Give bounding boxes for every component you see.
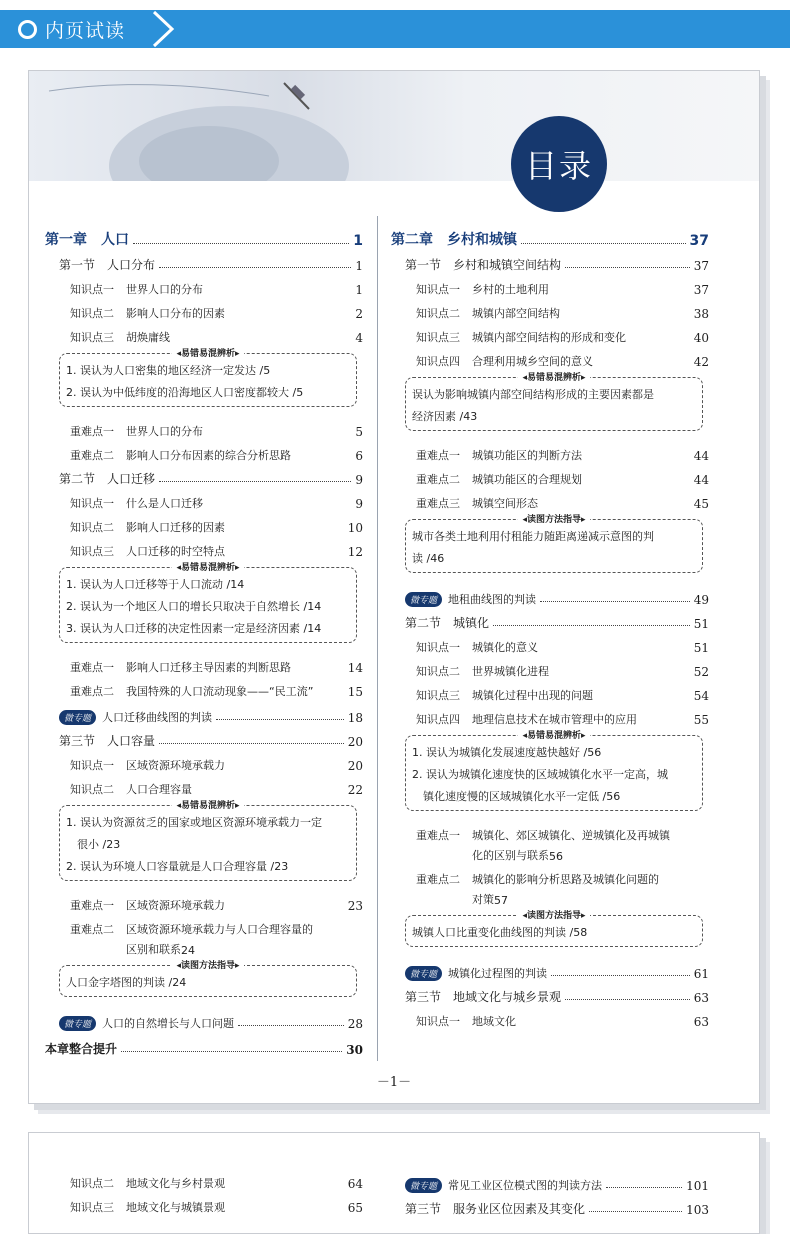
- point-entry: [45, 535, 363, 559]
- page-ref: 12: [347, 545, 363, 559]
- page-ref: 37: [693, 283, 709, 297]
- entry-title: 城镇化的意义: [472, 641, 538, 654]
- entry-label: 重难点三: [416, 497, 460, 510]
- page-number: －1－: [376, 1075, 412, 1090]
- entry-title: 影响人口分布因素的综合分析思路: [126, 449, 291, 462]
- entry-title: 区别和联系: [126, 943, 181, 956]
- point-entry: [391, 679, 709, 703]
- callout-line: 城市各类土地利用付租能力随距离递减示意图的判: [412, 530, 654, 543]
- page-ref: 30: [346, 1043, 363, 1057]
- entry-title: 第一章 人口: [45, 232, 129, 248]
- point-entry: [45, 937, 363, 957]
- entry-label: 重难点二: [70, 923, 114, 936]
- page-ref: 37: [689, 233, 709, 249]
- entry-title: 影响人口迁移主导因素的判断思路: [126, 661, 291, 674]
- callout-line: 读 /46: [412, 552, 445, 565]
- section-entry: [45, 249, 363, 273]
- entry-title: 区域资源环境承载力: [126, 759, 225, 772]
- entry-title: 地域文化: [472, 1015, 516, 1028]
- point-entry: [391, 631, 709, 655]
- callout-title-text: ◂读图方法指导▸: [518, 515, 589, 525]
- callout-title: [406, 370, 702, 383]
- callout-line: 1. 误认为城镇化发展速度越快越好 /56: [412, 746, 602, 759]
- page-ref: 40: [693, 331, 709, 345]
- callout-line: 1. 误认为人口密集的地区经济一定发达 /5: [66, 364, 271, 377]
- callout-line: 1. 误认为人口迁移等于人口流动 /14: [66, 578, 245, 591]
- entry-label: 重难点一: [416, 449, 460, 462]
- point-entry: [45, 487, 363, 511]
- entry-title: 人口迁移的时空特点: [126, 545, 225, 558]
- entry-label: 知识点二: [70, 307, 114, 320]
- entry-title: 城镇功能区的合理规划: [472, 473, 582, 486]
- dot-leader: [606, 1187, 682, 1188]
- special-topic-entry: [45, 699, 363, 725]
- next-right-column: [391, 1167, 709, 1217]
- point-entry: [45, 675, 363, 699]
- entry-title: 第一节 乡村和城镇空间结构: [405, 258, 562, 272]
- point-entry: [391, 655, 709, 679]
- entry-label: 知识点三: [416, 331, 460, 344]
- dot-leader: [121, 1051, 342, 1052]
- entry-label: 知识点二: [70, 1177, 114, 1190]
- entry-label: 知识点四: [416, 713, 460, 726]
- callout-line: 3. 误认为人口迁移的决定性因素一定是经济因素 /14: [66, 622, 322, 635]
- point-entry: [45, 321, 363, 345]
- entry-title: 城镇空间形态: [472, 497, 538, 510]
- page-ref: 9: [355, 497, 363, 511]
- point-entry: [45, 651, 363, 675]
- entry-label: 知识点一: [416, 1015, 460, 1028]
- section-entry: [45, 463, 363, 487]
- entry-title: 世界人口的分布: [126, 425, 203, 438]
- page-ref: 101: [686, 1179, 709, 1193]
- callout-title-text: ◂易错易混辨析▸: [172, 801, 243, 811]
- entry-label: 重难点一: [70, 661, 114, 674]
- entry-label: 知识点一: [416, 283, 460, 296]
- dot-leader: [159, 267, 351, 268]
- entry-label: 重难点二: [70, 449, 114, 462]
- entry-title: 第三节 人口容量: [59, 734, 156, 748]
- column-divider: [377, 216, 378, 1061]
- page-ref: 51: [693, 641, 709, 655]
- page-ref: 63: [693, 991, 709, 1005]
- dot-leader: [589, 1211, 682, 1212]
- page-ref: 44: [693, 449, 709, 463]
- special-topic-entry: [391, 955, 709, 981]
- entry-title: 什么是人口迁移: [126, 497, 203, 510]
- callout-title: [406, 728, 702, 741]
- dot-leader: [521, 243, 686, 244]
- page-ref: 23: [347, 899, 363, 913]
- page-ref: 22: [347, 783, 363, 797]
- entry-title: 世界人口的分布: [126, 283, 203, 296]
- callout-line: 城镇人口比重变化曲线图的判读 /58: [412, 926, 588, 939]
- callout-line: 2. 误认为城镇化速度快的区域城镇化水平一定高，城: [412, 768, 668, 781]
- page-ref: 64: [347, 1177, 363, 1191]
- page-ref: 15: [347, 685, 363, 699]
- point-entry: [391, 487, 709, 511]
- entry-label: 重难点一: [70, 899, 114, 912]
- page-ref: 49: [693, 593, 709, 607]
- callout-box: [405, 515, 703, 573]
- callout-box: [405, 911, 703, 947]
- entry-title: 世界城镇化进程: [472, 665, 549, 678]
- entry-label: 知识点一: [70, 283, 114, 296]
- point-entry: [45, 297, 363, 321]
- page-ref: 1: [355, 283, 363, 297]
- callout-box: [405, 373, 703, 431]
- point-entry: [391, 1005, 709, 1029]
- dot-leader: [238, 1025, 344, 1026]
- page-ref: 9: [355, 473, 363, 487]
- point-entry: [45, 913, 363, 937]
- point-entry: [45, 773, 363, 797]
- entry-label: 重难点二: [416, 873, 460, 886]
- page-ref: 10: [347, 521, 363, 535]
- page-ref: 5: [355, 425, 363, 439]
- callout-line: 镇化速度慢的区域城镇化水平一定低 /56: [412, 790, 621, 803]
- page-ref: 18: [347, 711, 363, 725]
- entry-title: 影响人口分布的因素: [126, 307, 225, 320]
- section-entry: [391, 1193, 709, 1217]
- point-entry: [391, 843, 709, 863]
- page-ref: 1: [353, 233, 363, 249]
- contents-title-badge: 目录: [511, 116, 607, 212]
- dot-leader: [133, 243, 349, 244]
- section-entry: [391, 249, 709, 273]
- point-entry: [391, 321, 709, 345]
- banner-tab: [10, 10, 170, 48]
- point-entry: [45, 511, 363, 535]
- entry-label: 知识点一: [70, 497, 114, 510]
- point-entry: [45, 439, 363, 463]
- entry-label: 知识点三: [70, 1201, 114, 1214]
- callout-title: [406, 512, 702, 525]
- callout-title: [60, 346, 356, 359]
- entry-label: 知识点三: [70, 545, 114, 558]
- callout-line: 人口金字塔图的判读 /24: [66, 976, 187, 989]
- page-ref: 37: [693, 259, 709, 273]
- summary-entry: [45, 1031, 363, 1057]
- entry-title: 地租曲线图的判读: [448, 593, 537, 606]
- entry-title: 第三节 地域文化与城乡景观: [405, 990, 562, 1004]
- callout-title: [406, 908, 702, 921]
- entry-title: 城镇化过程图的判读: [448, 967, 548, 980]
- entry-title: 城镇功能区的判断方法: [472, 449, 582, 462]
- callout-line: 2. 误认为环境人口容量就是人口合理容量 /23: [66, 860, 289, 873]
- callout-box: [59, 563, 357, 643]
- entry-title: 区域资源环境承载力: [126, 899, 225, 912]
- circle-icon: [18, 20, 37, 39]
- point-entry: [45, 1191, 363, 1215]
- special-topic-badge: 微专题: [405, 966, 442, 981]
- page-ref: 20: [347, 735, 363, 749]
- dot-leader: [565, 999, 690, 1000]
- point-entry: [45, 415, 363, 439]
- dot-leader: [565, 267, 690, 268]
- page-ref: 20: [347, 759, 363, 773]
- page-ref: 103: [686, 1203, 709, 1217]
- special-topic-badge: 微专题: [405, 1178, 442, 1193]
- point-entry: [45, 273, 363, 297]
- entry-title: 地理信息技术在城市管理中的应用: [472, 713, 637, 726]
- entry-title: 地域文化与城镇景观: [126, 1201, 225, 1214]
- dot-leader: [493, 625, 690, 626]
- entry-title: 对策: [472, 893, 494, 906]
- entry-title: 第二节 人口迁移: [59, 472, 156, 486]
- page-ref: 63: [693, 1015, 709, 1029]
- callout-line: 2. 误认为中低纬度的沿海地区人口密度都较大 /5: [66, 386, 304, 399]
- header-banner: [0, 10, 790, 48]
- entry-title: 胡焕庸线: [126, 331, 170, 344]
- callout-box: [59, 801, 357, 881]
- callout-box: [405, 731, 703, 811]
- callout-title-text: ◂易错易混辨析▸: [518, 373, 589, 383]
- page-ref: 14: [347, 661, 363, 675]
- callout-title: [60, 560, 356, 573]
- point-entry: [391, 703, 709, 727]
- entry-title: 区域资源环境承载力与人口合理容量的: [126, 923, 313, 936]
- callout-box: [59, 961, 357, 997]
- page-ref: 57: [494, 894, 508, 907]
- entry-title: 合理利用城乡空间的意义: [472, 355, 593, 368]
- entry-title: 人口的自然增长与人口问题: [102, 1017, 235, 1030]
- callout-title-text: ◂易错易混辨析▸: [172, 563, 243, 573]
- next-left-column: [45, 1167, 363, 1215]
- callout-title-text: ◂读图方法指导▸: [518, 911, 589, 921]
- toc-page: [28, 70, 760, 1104]
- entry-title: 化的区别与联系: [472, 849, 549, 862]
- special-topic-badge: 微专题: [59, 1016, 96, 1031]
- point-entry: [391, 273, 709, 297]
- entry-title: 城镇内部空间结构: [472, 307, 560, 320]
- entry-title: 第二章 乡村和城镇: [391, 232, 517, 248]
- callout-line: 经济因素 /43: [412, 410, 478, 423]
- callout-title-text: ◂读图方法指导▸: [172, 961, 243, 971]
- page-ref: 6: [355, 449, 363, 463]
- point-entry: [45, 1167, 363, 1191]
- dot-leader: [159, 481, 351, 482]
- chevron-right-icon: [150, 10, 180, 48]
- point-entry: [45, 749, 363, 773]
- entry-title: 城镇化过程中出现的问题: [472, 689, 593, 702]
- callout-line: 误认为影响城镇内部空间结构形成的主要因素都是: [412, 388, 654, 401]
- page-ref: 56: [549, 850, 563, 863]
- special-topic-entry: [45, 1005, 363, 1031]
- entry-title: 城镇化的影响分析思路及城镇化问题的: [472, 873, 659, 886]
- page-ref: 65: [347, 1201, 363, 1215]
- entry-title: 影响人口迁移的因素: [126, 521, 225, 534]
- point-entry: [391, 887, 709, 907]
- dot-leader: [216, 719, 344, 720]
- entry-title: 地域文化与乡村景观: [126, 1177, 225, 1190]
- section-entry: [45, 725, 363, 749]
- callout-title-text: ◂易错易混辨析▸: [518, 731, 589, 741]
- special-topic-entry: [391, 581, 709, 607]
- dot-leader: [540, 601, 690, 602]
- page-ref: 54: [693, 689, 709, 703]
- space-illustration: [29, 71, 759, 181]
- page-ref: 42: [693, 355, 709, 369]
- entry-title: 第一节 人口分布: [59, 258, 156, 272]
- callout-title: [60, 798, 356, 811]
- point-entry: [391, 439, 709, 463]
- entry-title: 第三节 服务业区位因素及其变化: [405, 1202, 586, 1216]
- decorative-header-art: [29, 71, 759, 181]
- entry-title: 第二节 城镇化: [405, 616, 490, 630]
- entry-label: 知识点二: [416, 307, 460, 320]
- page-ref: 55: [693, 713, 709, 727]
- page-ref: 38: [693, 307, 709, 321]
- entry-label: 知识点三: [416, 689, 460, 702]
- right-column: [391, 221, 709, 1029]
- point-entry: [45, 889, 363, 913]
- entry-label: 知识点二: [70, 783, 114, 796]
- left-column: [45, 221, 363, 1057]
- entry-title: 城镇内部空间结构的形成和变化: [472, 331, 626, 344]
- entry-label: 知识点二: [416, 665, 460, 678]
- point-entry: [391, 345, 709, 369]
- entry-title: 本章整合提升: [45, 1042, 118, 1056]
- callout-title-text: ◂易错易混辨析▸: [172, 349, 243, 359]
- callout-title: [60, 958, 356, 971]
- page-ref: 45: [693, 497, 709, 511]
- chapter-entry: [45, 221, 363, 249]
- page-ref: 51: [693, 617, 709, 631]
- banner-title: 内页试读: [45, 19, 126, 42]
- entry-title: 乡村的土地利用: [472, 283, 549, 296]
- callout-line: 很小 /23: [66, 838, 121, 851]
- point-entry: [391, 297, 709, 321]
- entry-title: 常见工业区位模式图的判读方法: [448, 1179, 603, 1192]
- dot-leader: [551, 975, 690, 976]
- entry-title: 人口合理容量: [126, 783, 192, 796]
- point-entry: [391, 463, 709, 487]
- page-ref: 28: [347, 1017, 363, 1031]
- page-ref: 24: [181, 944, 195, 957]
- page-ref: 52: [693, 665, 709, 679]
- entry-label: 知识点四: [416, 355, 460, 368]
- entry-title: 城镇化、郊区城镇化、逆城镇化及再城镇: [472, 829, 670, 842]
- callout-box: [59, 349, 357, 407]
- page-ref: 1: [355, 259, 363, 273]
- section-entry: [391, 981, 709, 1005]
- entry-label: 重难点二: [70, 685, 114, 698]
- entry-title: 人口迁移曲线图的判读: [102, 711, 213, 724]
- entry-label: 知识点一: [416, 641, 460, 654]
- dot-leader: [159, 743, 344, 744]
- entry-label: 知识点二: [70, 521, 114, 534]
- section-entry: [391, 607, 709, 631]
- page-ref: 2: [355, 307, 363, 321]
- callout-line: 1. 误认为资源贫乏的国家或地区资源环境承载力一定: [66, 816, 322, 829]
- entry-label: 重难点二: [416, 473, 460, 486]
- entry-title: 我国特殊的人口流动现象——“民工流”: [126, 685, 314, 698]
- chapter-entry: [391, 221, 709, 249]
- next-page-preview: [28, 1132, 760, 1234]
- page-ref: 4: [355, 331, 363, 345]
- entry-label: 重难点一: [70, 425, 114, 438]
- entry-label: 知识点一: [70, 759, 114, 772]
- special-topic-entry: [391, 1167, 709, 1193]
- special-topic-badge: 微专题: [59, 710, 96, 725]
- entry-label: 重难点一: [416, 829, 460, 842]
- entry-label: 知识点三: [70, 331, 114, 344]
- point-entry: [391, 819, 709, 843]
- special-topic-badge: 微专题: [405, 592, 442, 607]
- page-ref: 44: [693, 473, 709, 487]
- callout-line: 2. 误认为一个地区人口的增长只取决于自然增长 /14: [66, 600, 322, 613]
- point-entry: [391, 863, 709, 887]
- page-ref: 61: [693, 967, 709, 981]
